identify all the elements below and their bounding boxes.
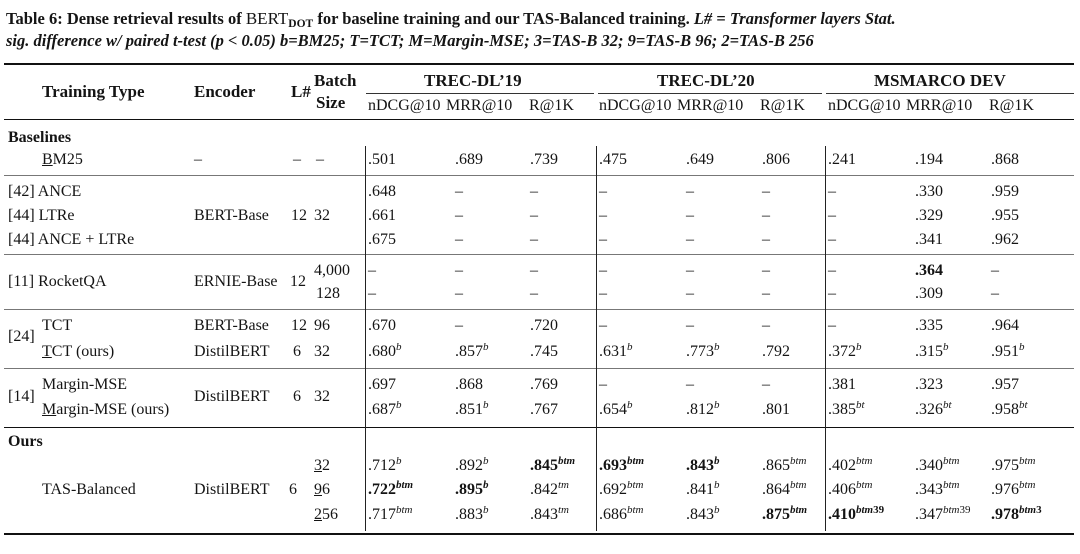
table-cell: – xyxy=(455,231,463,248)
significance-marker: b xyxy=(396,455,402,467)
table-cell: – xyxy=(455,262,463,279)
significance-marker: btm xyxy=(790,504,808,516)
table-cell: $.865^{btm}$ xyxy=(762,455,807,474)
significance-marker: b xyxy=(627,341,633,353)
row-layers: 12 xyxy=(291,207,307,224)
table-cell: .720 xyxy=(530,317,558,334)
table-cell: .241 xyxy=(828,151,856,168)
significance-marker: b xyxy=(856,341,862,353)
row-name-mm-ours: Margin-MSE (ours) xyxy=(42,401,170,418)
row-name-ance-ltre: [44] ANCE + LTRe xyxy=(8,231,135,248)
row-batch: 32 xyxy=(314,343,330,360)
table-cell: .951$^b$ xyxy=(991,341,1025,360)
table-cell: .675 xyxy=(368,231,396,248)
table-cell: $.686^{btm}$ xyxy=(599,504,644,523)
row-batch: 4,000 xyxy=(314,262,350,279)
header-metric: nDCG@10 xyxy=(599,97,672,114)
table-cell: .959 xyxy=(991,183,1019,200)
row-encoder: DistilBERT xyxy=(194,481,270,498)
caption-lead: Table 6: Dense retrieval results of xyxy=(6,9,246,28)
table-cell: .801 xyxy=(762,401,790,418)
row-encoder: DistilBERT xyxy=(194,343,270,360)
table-cell: – xyxy=(599,376,607,393)
table-cell: – xyxy=(686,207,694,224)
row-batch: 96 xyxy=(314,317,330,334)
row-batch: 128 xyxy=(316,285,340,302)
table-cell: – xyxy=(686,183,694,200)
table-cell: $.843^{tm}$ xyxy=(530,504,569,523)
table-cell: – xyxy=(686,231,694,248)
group-underline-dl19 xyxy=(366,93,594,94)
table-caption xyxy=(6,8,1076,52)
table-cell: – xyxy=(762,285,770,302)
table-cell: – xyxy=(762,207,770,224)
table-cell: – xyxy=(368,262,376,279)
header-metric: nDCG@10 xyxy=(828,97,901,114)
table-cell: .372$^b$ xyxy=(828,341,862,360)
row-layers: – xyxy=(293,151,301,168)
header-batch: Batch xyxy=(314,71,357,90)
significance-marker: btm xyxy=(627,455,645,467)
row-ref: [24] xyxy=(8,328,35,345)
table-cell: .712$^b$ xyxy=(368,455,402,474)
caption-line-1 xyxy=(6,8,1076,30)
significance-marker: btm xyxy=(943,504,960,516)
group-underline-msmarco xyxy=(826,93,1074,94)
table-cell: .957 xyxy=(991,376,1019,393)
table-cell: $.975^{btm}$ xyxy=(991,455,1036,474)
table-cell: .792 xyxy=(762,343,790,360)
caption-model-sub: DOT xyxy=(288,18,314,30)
table-cell: $.692^{btm}$ xyxy=(599,479,644,498)
table-cell: $.875^{btm}$ xyxy=(762,504,808,523)
header-metric: R@1K xyxy=(989,97,1034,114)
significance-marker: b xyxy=(483,504,489,516)
table-cell: $.406^{btm}$ xyxy=(828,479,873,498)
header-metric: nDCG@10 xyxy=(368,97,441,114)
significance-marker: b xyxy=(483,341,489,353)
table-cell: .335 xyxy=(915,317,943,334)
table-cell: .851$^b$ xyxy=(455,399,489,418)
row-ref: [14] xyxy=(8,388,35,405)
table-cell: – xyxy=(762,317,770,334)
row-name-bm25: BM25 xyxy=(42,151,83,168)
table-cell: .341 xyxy=(915,231,943,248)
significance-marker: btm xyxy=(627,504,644,516)
significance-marker: b xyxy=(943,341,949,353)
header-size: Size xyxy=(316,93,346,112)
header-encoder: Encoder xyxy=(194,82,256,101)
significance-marker: btm xyxy=(856,504,874,516)
table-cell: – xyxy=(599,317,607,334)
table-cell: $.347^{btm39}$ xyxy=(915,504,971,523)
table-cell: – xyxy=(599,183,607,200)
table-cell: .654$^b$ xyxy=(599,399,633,418)
table-cell: .843$^b$ xyxy=(686,504,720,523)
table-cell: – xyxy=(686,285,694,302)
row-encoder: DistilBERT xyxy=(194,388,270,405)
header-metric: R@1K xyxy=(529,97,574,114)
table-cell: $.976^{btm}$ xyxy=(991,479,1036,498)
table-cell: – xyxy=(762,231,770,248)
table-cell: $.343^{btm}$ xyxy=(915,479,960,498)
significance-marker: btm xyxy=(790,455,807,467)
table-cell: .895$^b$ xyxy=(455,479,489,498)
significance-marker: btm xyxy=(558,455,576,467)
caption-note-1: L# = Transformer layers Stat. xyxy=(693,9,896,28)
table-cell: – xyxy=(991,262,999,279)
table-cell: .843$^b$ xyxy=(686,455,720,474)
table-cell: – xyxy=(828,183,836,200)
table-cell: $.340^{btm}$ xyxy=(915,455,960,474)
row-encoder: BERT-Base xyxy=(194,207,269,224)
significance-marker: b xyxy=(483,479,489,491)
table-cell: .670 xyxy=(368,317,396,334)
significance-marker: btm xyxy=(943,455,960,467)
table-cell: – xyxy=(530,231,538,248)
col-divider-2 xyxy=(596,146,597,531)
table-cell: – xyxy=(530,285,538,302)
col-divider-1 xyxy=(365,146,366,531)
row-encoder: ERNIE-Base xyxy=(194,273,278,290)
table-cell: .964 xyxy=(991,317,1019,334)
significance-marker: tm xyxy=(558,504,569,516)
row-layers: 6 xyxy=(289,481,297,498)
row-batch: 32 xyxy=(314,457,330,474)
section-ours: Ours xyxy=(8,433,43,450)
table-cell: – xyxy=(762,262,770,279)
significance-marker: btm xyxy=(1019,504,1037,516)
table-cell: – xyxy=(828,262,836,279)
table-cell: – xyxy=(686,317,694,334)
baselines-sep-4 xyxy=(4,368,1074,369)
significance-marker: 39 xyxy=(959,504,971,516)
table-cell: – xyxy=(686,262,694,279)
header-group-dl19: TREC-DL’19 xyxy=(424,71,522,90)
significance-marker: btm xyxy=(1019,479,1036,491)
table-cell: – xyxy=(455,183,463,200)
table-cell: $.978^{btm3}$ xyxy=(991,504,1042,523)
bottom-rule xyxy=(4,533,1074,535)
row-layers: 12 xyxy=(291,317,307,334)
row-batch: 256 xyxy=(314,506,338,523)
significance-marker: 3 xyxy=(1036,504,1042,516)
significance-marker: b xyxy=(396,341,402,353)
significance-marker: 39 xyxy=(873,504,885,516)
group-underline-dl20 xyxy=(598,93,822,94)
significance-marker: btm xyxy=(1019,455,1036,467)
table-cell: .767 xyxy=(530,401,558,418)
table-cell: .689 xyxy=(455,151,483,168)
significance-marker: btm xyxy=(396,479,414,491)
significance-marker: btm xyxy=(943,479,960,491)
significance-marker: b xyxy=(714,504,720,516)
header-group-dl20: TREC-DL’20 xyxy=(657,71,755,90)
table-cell: .857$^b$ xyxy=(455,341,489,360)
top-rule xyxy=(4,63,1074,65)
table-cell: – xyxy=(599,285,607,302)
table-cell: .381 xyxy=(828,376,856,393)
row-name-mm: Margin-MSE xyxy=(42,376,128,393)
table-cell: .892$^b$ xyxy=(455,455,489,474)
table-cell: – xyxy=(991,285,999,302)
row-name-ance: [42] ANCE xyxy=(8,183,82,200)
caption-note-2: sig. difference w/ paired t-test (p < 0.05) b=BM25; T=TCT; M=Margin-MSE; 3=TAS-B 32; 9=TAS-B 96; 2=TAS-B 256 xyxy=(6,31,814,50)
table-cell: – xyxy=(828,317,836,334)
significance-marker: b xyxy=(396,399,402,411)
section-baselines: Baselines xyxy=(8,129,72,146)
row-name-tct-ours: TCT (ours) xyxy=(42,343,115,360)
table-cell: – xyxy=(762,376,770,393)
table-cell: – xyxy=(530,262,538,279)
row-name-tas: TAS-Balanced xyxy=(42,481,136,498)
table-cell: .739 xyxy=(530,151,558,168)
table-cell: $.410^{btm39}$ xyxy=(828,504,885,523)
significance-marker: b xyxy=(483,455,489,467)
header-group-msmarco: MSMARCO DEV xyxy=(874,71,1006,90)
header-rule xyxy=(4,119,1074,120)
table-cell: .868 xyxy=(455,376,483,393)
table-cell: .812$^b$ xyxy=(686,399,720,418)
table-cell: – xyxy=(762,183,770,200)
table-cell: .697 xyxy=(368,376,396,393)
table-cell: $.842^{tm}$ xyxy=(530,479,569,498)
significance-marker: b xyxy=(483,399,489,411)
row-layers: 12 xyxy=(290,273,306,290)
table-cell: .330 xyxy=(915,183,943,200)
table-cell: – xyxy=(530,207,538,224)
baselines-sep-1 xyxy=(4,175,1074,176)
significance-marker: bt xyxy=(943,399,952,411)
table-cell: .631$^b$ xyxy=(599,341,633,360)
table-cell: – xyxy=(455,285,463,302)
table-cell: .194 xyxy=(915,151,943,168)
table-cell: $.864^{btm}$ xyxy=(762,479,807,498)
table-cell: – xyxy=(599,231,607,248)
row-batch: 96 xyxy=(314,481,330,498)
significance-marker: b xyxy=(627,399,633,411)
col-divider-3 xyxy=(825,146,826,531)
table-cell: .649 xyxy=(686,151,714,168)
table-cell: $.958^{bt}$ xyxy=(991,399,1028,418)
table-cell: .773$^b$ xyxy=(686,341,720,360)
header-training-type: Training Type xyxy=(42,82,145,101)
significance-marker: btm xyxy=(856,455,873,467)
significance-marker: b xyxy=(714,455,720,467)
table-cell: .648 xyxy=(368,183,396,200)
table-cell: .962 xyxy=(991,231,1019,248)
table-cell: – xyxy=(828,207,836,224)
table-cell: .309 xyxy=(915,285,943,302)
table-cell: $.717^{btm}$ xyxy=(368,504,413,523)
ours-rule xyxy=(4,427,1074,428)
caption-model: BERT xyxy=(245,9,289,28)
row-name-ltre: [44] LTRe xyxy=(8,207,75,224)
table-cell: .680$^b$ xyxy=(368,341,402,360)
table-cell: – xyxy=(828,231,836,248)
header-layers: L# xyxy=(291,82,311,101)
table-cell: $.402^{btm}$ xyxy=(828,455,873,474)
table-cell: .806 xyxy=(762,151,790,168)
baselines-sep-3 xyxy=(4,309,1074,310)
table-cell: – xyxy=(455,207,463,224)
table-cell: .868 xyxy=(991,151,1019,168)
table-cell: .745 xyxy=(530,343,558,360)
table-cell: .841$^b$ xyxy=(686,479,720,498)
caption-rest: for baseline training and our TAS-Balanced training. xyxy=(313,9,694,28)
header-metric: MRR@10 xyxy=(906,97,973,114)
table-cell: $.722^{btm}$ xyxy=(368,479,414,498)
significance-marker: btm xyxy=(627,479,644,491)
row-batch: 32 xyxy=(314,388,330,405)
baselines-sep-2 xyxy=(4,254,1074,255)
table-cell: – xyxy=(599,262,607,279)
table-cell: .315$^b$ xyxy=(915,341,949,360)
table-cell: – xyxy=(599,207,607,224)
table-cell: $.693^{btm}$ xyxy=(599,455,645,474)
table-cell: – xyxy=(368,285,376,302)
table-cell: .364 xyxy=(915,262,943,279)
table-cell: .955 xyxy=(991,207,1019,224)
significance-marker: bt xyxy=(1019,399,1028,411)
header-metric: R@1K xyxy=(760,97,805,114)
table-cell: $.326^{bt}$ xyxy=(915,399,952,418)
table-cell: – xyxy=(828,285,836,302)
table-cell: – xyxy=(530,183,538,200)
table-cell: .329 xyxy=(915,207,943,224)
table-cell: $.385^{bt}$ xyxy=(828,399,865,418)
row-encoder: BERT-Base xyxy=(194,317,269,334)
significance-marker: b xyxy=(714,341,720,353)
table-cell: .501 xyxy=(368,151,396,168)
table-cell: $.845^{btm}$ xyxy=(530,455,576,474)
significance-marker: bt xyxy=(856,399,865,411)
table-cell: .687$^b$ xyxy=(368,399,402,418)
row-encoder: – xyxy=(194,151,202,168)
table-cell: – xyxy=(686,376,694,393)
row-batch: 32 xyxy=(314,207,330,224)
significance-marker: btm xyxy=(396,504,413,516)
significance-marker: b xyxy=(1019,341,1025,353)
table-cell: .883$^b$ xyxy=(455,504,489,523)
significance-marker: btm xyxy=(856,479,873,491)
significance-marker: tm xyxy=(558,479,569,491)
table-cell: .769 xyxy=(530,376,558,393)
row-name-rocketqa: [11] RocketQA xyxy=(8,273,107,290)
significance-marker: b xyxy=(714,399,720,411)
significance-marker: b xyxy=(714,479,720,491)
table-cell: .323 xyxy=(915,376,943,393)
table-cell: – xyxy=(455,317,463,334)
row-layers: 6 xyxy=(293,388,301,405)
header-metric: MRR@10 xyxy=(677,97,744,114)
table-cell: .475 xyxy=(599,151,627,168)
header-metric: MRR@10 xyxy=(446,97,513,114)
row-batch: – xyxy=(316,151,324,168)
table-cell: .661 xyxy=(368,207,396,224)
row-name-tct: TCT xyxy=(42,317,73,334)
significance-marker: btm xyxy=(790,479,807,491)
row-layers: 6 xyxy=(293,343,301,360)
